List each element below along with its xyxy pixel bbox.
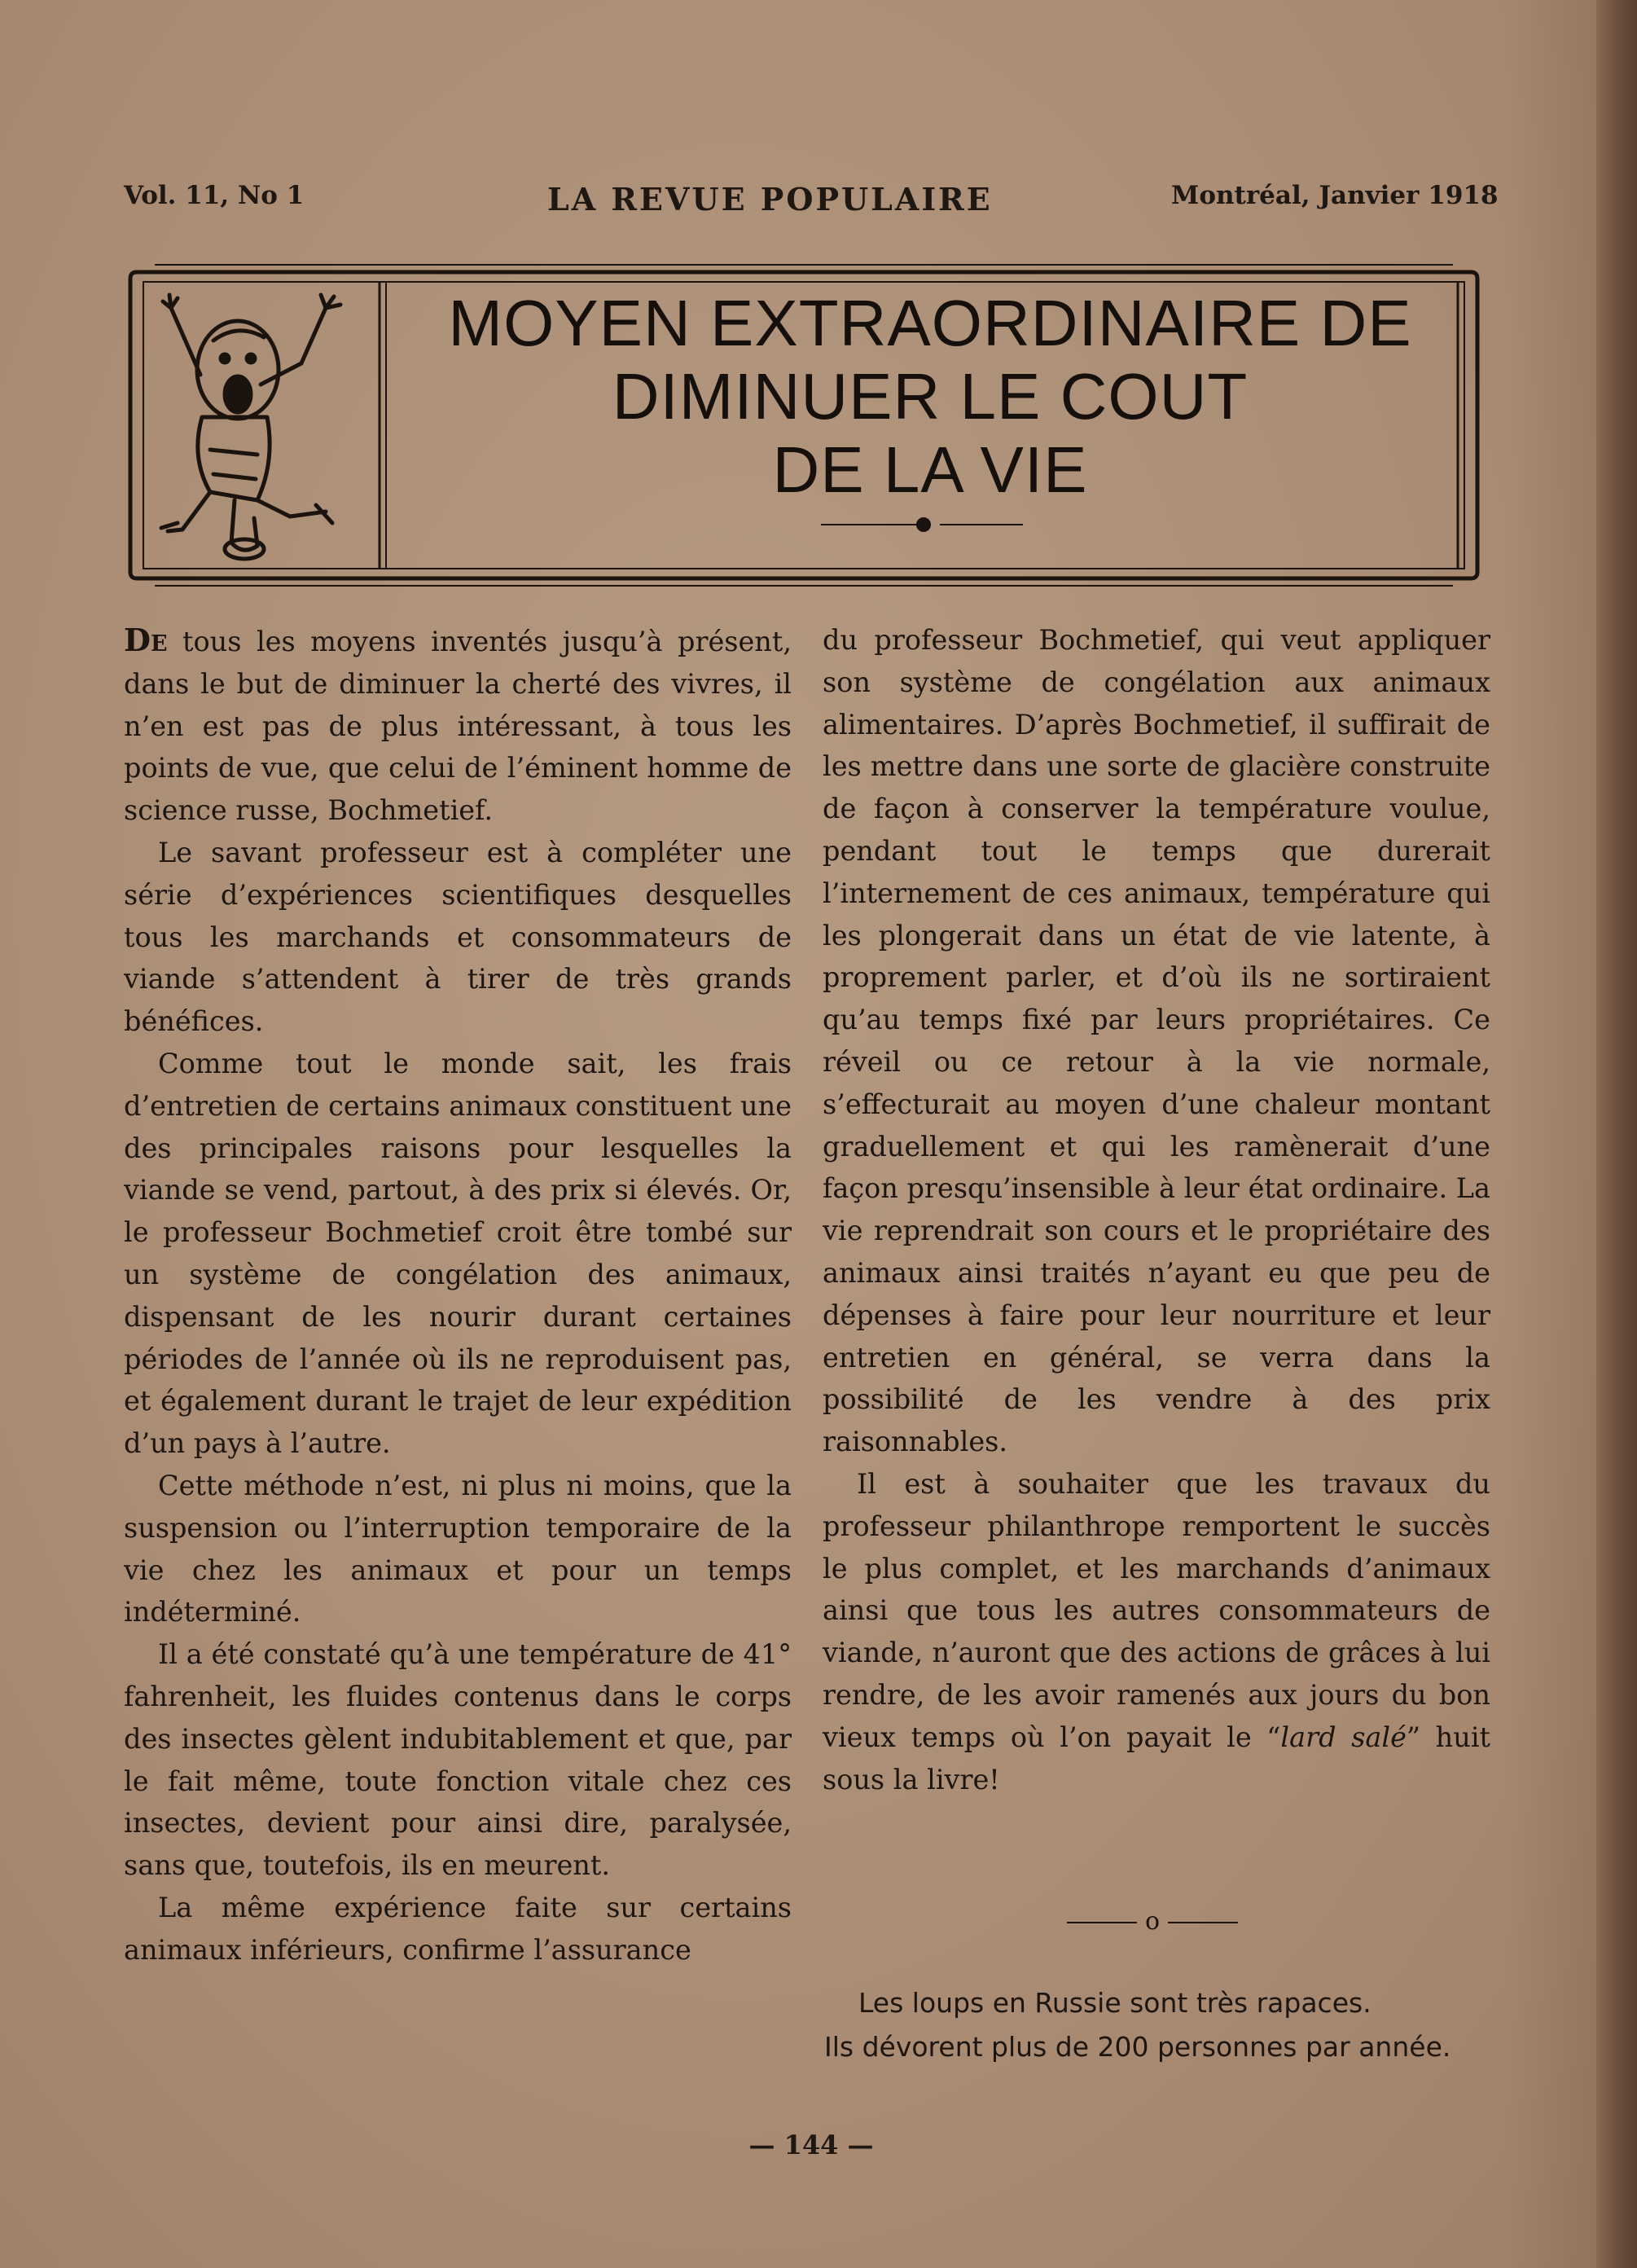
note-line-1: Les loups en Russie sont très rapaces. xyxy=(858,1987,1371,2019)
paragraph-6: La même expérience faite sur certains animaux inférieurs, confirme l’assurance xyxy=(124,1891,792,1966)
article-title xyxy=(396,287,1464,531)
paragraph-3: Comme tout le monde sait, les frais d’entretien de certains animaux constituent une des principales raisons pour lesquelles la viande se vend, partout, à des prix si élevés. Or, le professeur Bochmetief croit être tombé sur un système de congélation des animaux, dispensant de les nourir durant certaines périodes de l’année où ils ne reproduisent pas, et également durant le trajet de leur expédition d’un pays à l’autre. xyxy=(124,1047,792,1460)
paragraph-8: Il est à souhaiter que les travaux du professeur philanthrope remportent le succès le plus complet, et les marchands d’animaux ainsi que tous les autres consommateurs de viande, n’auront que des actions de grâces à lui rendre, de les avoir ramenés aux jours du bon vieux temps où l’on payait le “lard salé” huit sous la livre! xyxy=(823,1467,1490,1796)
paragraph-7: du professeur Bochmetief, qui veut appliquer son système de congélation aux animaux alimentaires. D’après Bochmetief, il suffirait de les mettre dans une sorte de glacière construite de façon à conserver la température voulue, pendant tout le temps que durerait l’internement de ces animaux, température qui les plongerait dans un état de vie latente, à proprement parler, et d’où ils ne sortiraient qu’au temps fixé par leurs propriétaires. Ce réveil ou ce retour à la vie normale, s’effecturait au moyen d’une chaleur montant graduellement et qui les ramènerait d’une façon presqu’insensible à leur état ordinaire. La vie reprendrait son cours et le propriétaire des animaux ainsi traités n’ayant eu que peu de dépenses à faire pour leur nourriture et leur entretien en général, se verra dans la possibilité de les vendre à des prix raisonnables. xyxy=(823,624,1490,1458)
title-line-2: DIMINUER LE COUT xyxy=(612,360,1249,433)
italic-phrase: lard salé xyxy=(1280,1721,1407,1753)
paragraph-5: Il a été constaté qu’à une température de 41° fahrenheit, les fluides contenus dans le corps des insectes gèlent indubitablement et que, par le fait même, toute fonction vitale chez ces insectes, devient pour ainsi dire, paralysée, sans que, toutefois, ils en meurent. xyxy=(124,1638,792,1882)
book-spine xyxy=(1596,0,1637,2268)
section-separator xyxy=(1059,1905,1246,1937)
cheering-figure-illustration xyxy=(153,287,373,567)
note-line-2: Ils dévorent plus de 200 personnes par année. xyxy=(824,2031,1451,2063)
page-shadow xyxy=(1507,0,1596,2268)
article-column-right xyxy=(823,619,1490,1800)
filler-note xyxy=(824,1981,1486,2069)
issue-date: Montréal, Janvier 1918 xyxy=(1171,181,1499,210)
article-column-left xyxy=(124,619,792,1971)
separator-mark: o xyxy=(1144,1907,1161,1936)
title-line-1: MOYEN EXTRAORDINAIRE DE xyxy=(448,287,1412,359)
page-number: — 144 — xyxy=(748,2130,874,2160)
paragraph-1: De tous les moyens inventés jusqu’à présent, dans le but de diminuer la cherté des vivres, il n’en est pas de plus intéressant, à tous les points de vue, que celui de l’éminent homme de science russe, Bochmetief. xyxy=(124,622,792,827)
title-line-3: DE LA VIE xyxy=(772,433,1088,506)
paragraph-2: Le savant professeur est à compléter une série d’expériences scientifiques desquelles tous les marchands et consommateurs de viande s’attendent à tirer de très grands bénéfices. xyxy=(124,836,792,1038)
lead-word: De xyxy=(124,622,168,658)
paragraph-4: Cette méthode n’est, ni plus ni moins, que la suspension ou l’interruption temporaire de la vie chez les animaux et pour un temps indéterminé. xyxy=(124,1469,792,1628)
volume-number: Vol. 11, No 1 xyxy=(124,181,305,210)
journal-title: LA REVUE POPULAIRE xyxy=(547,181,993,218)
